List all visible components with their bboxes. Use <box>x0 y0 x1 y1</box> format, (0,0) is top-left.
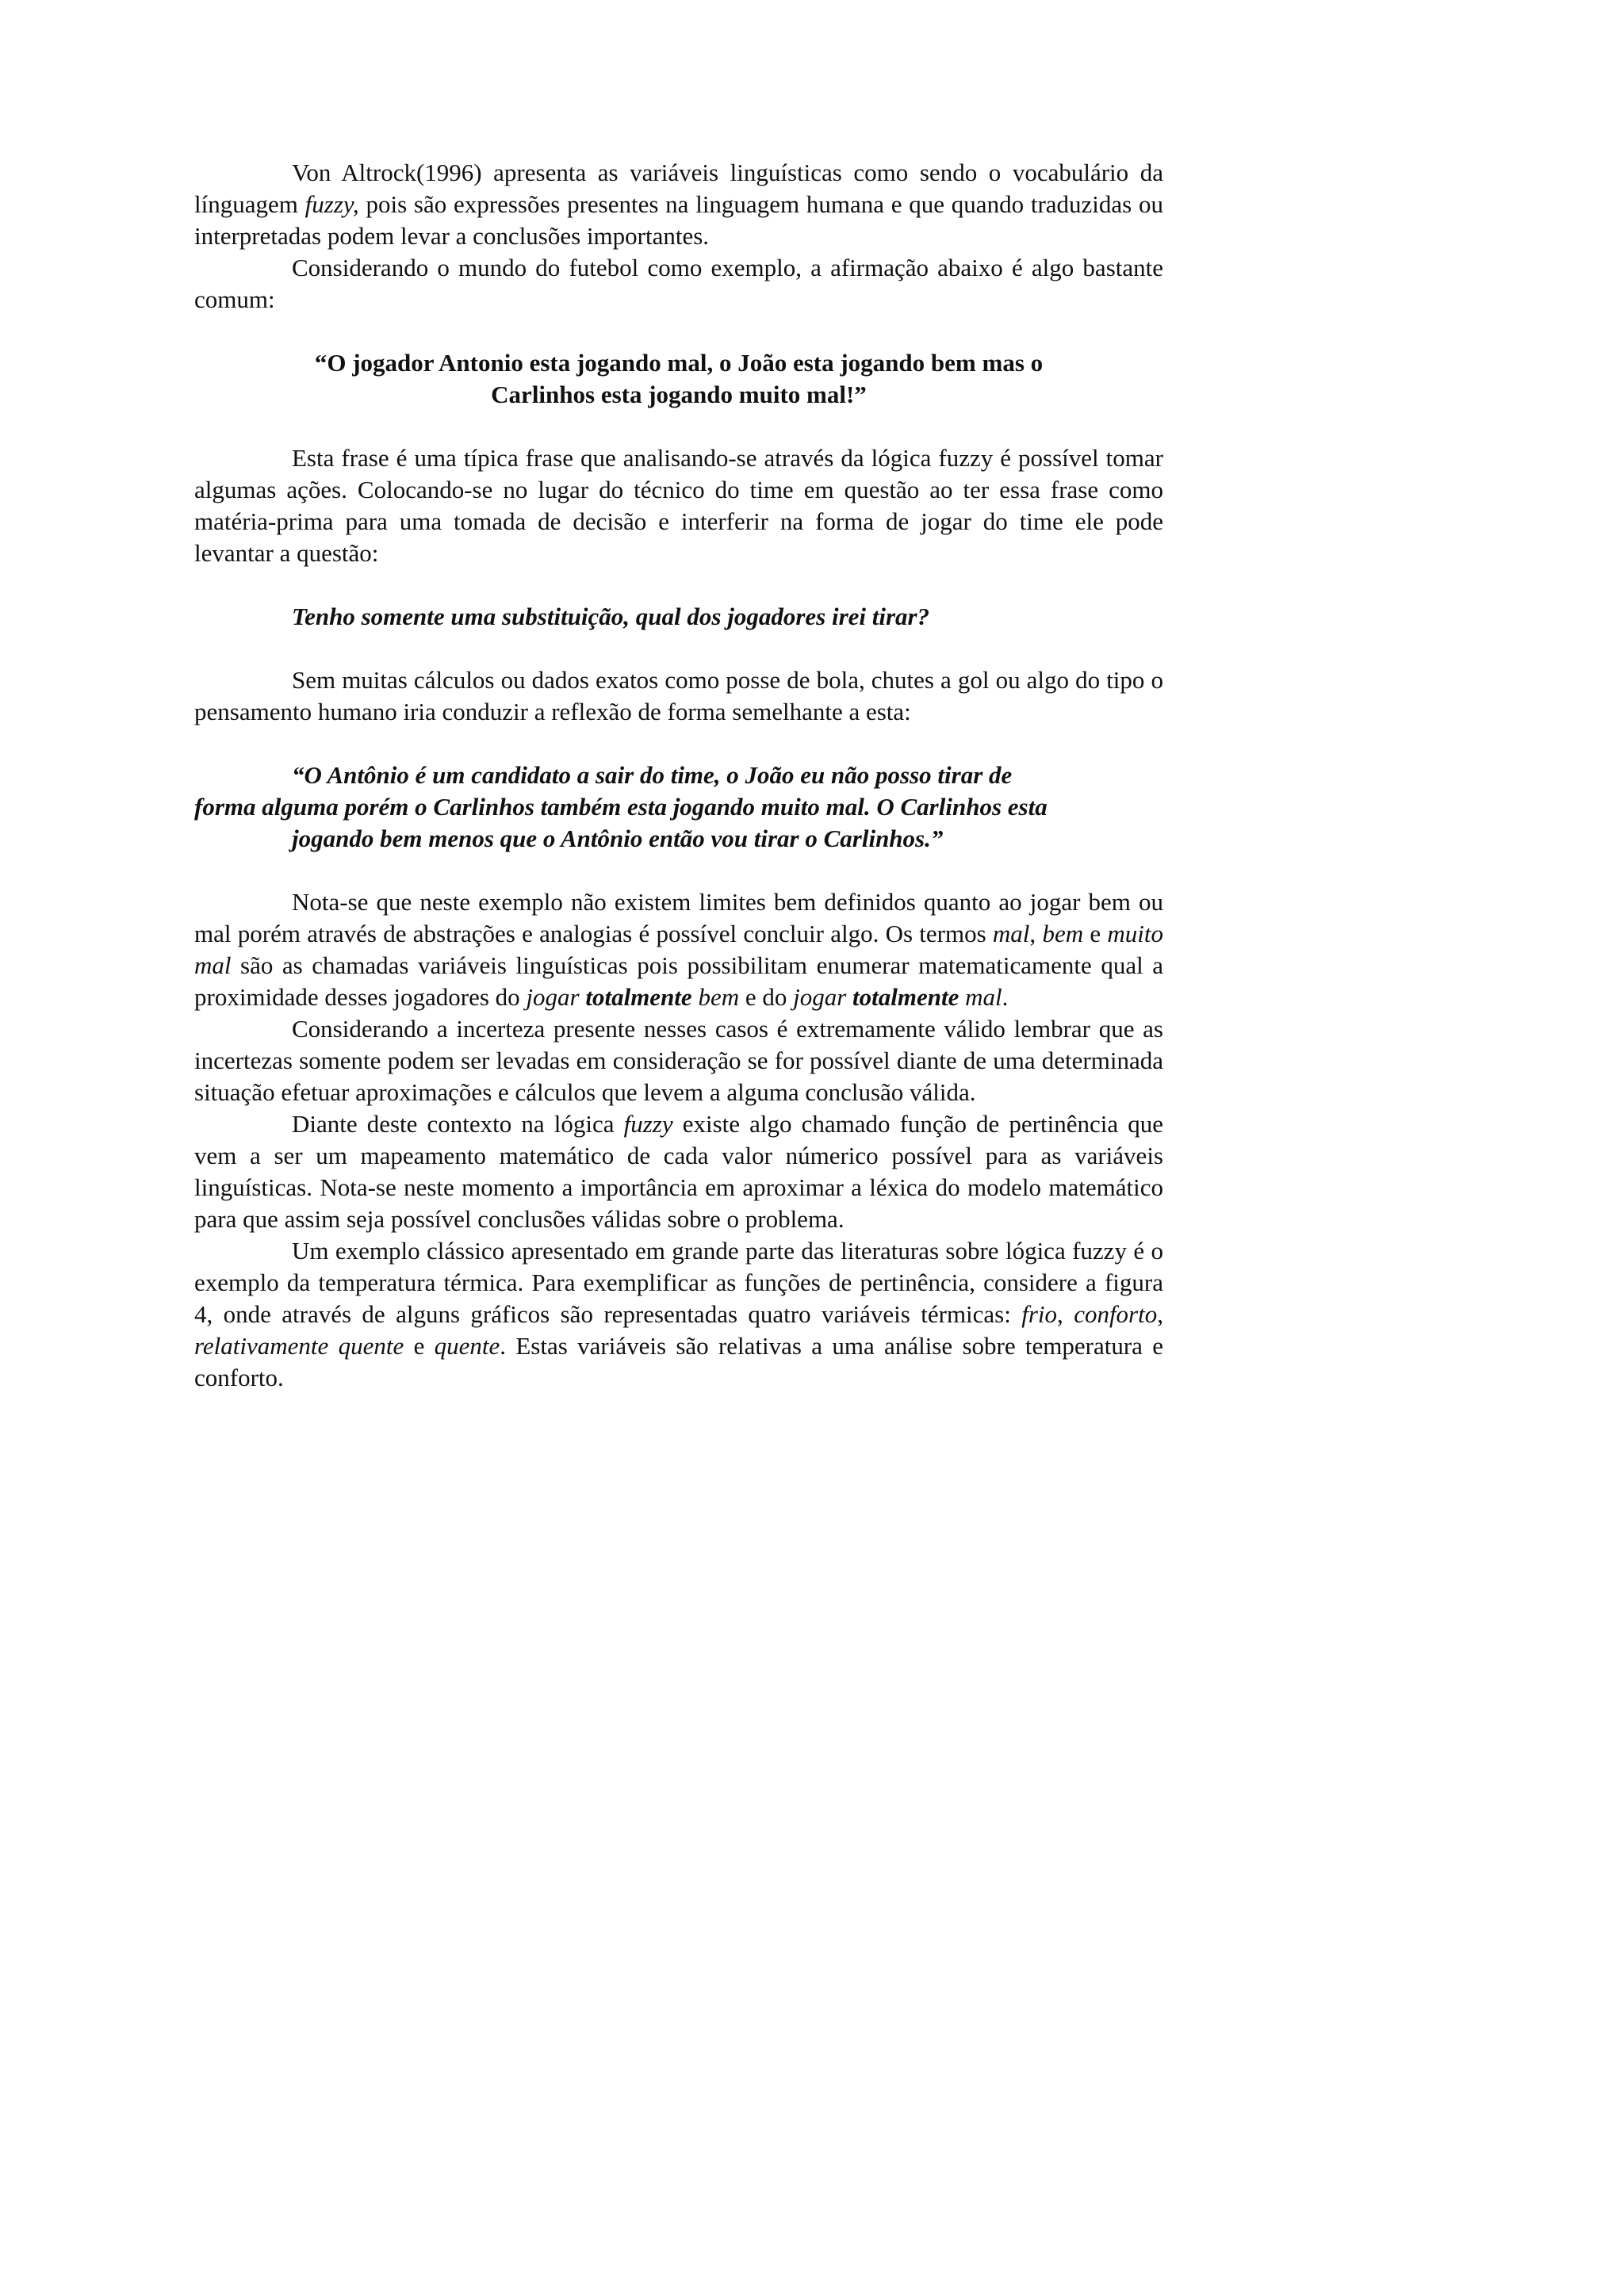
text-span: existe algo chamado função de pertinência que vem a ser um mapeamento matemático de cada valor númerico possível para as variáveis linguísticas. Nota-se neste momento a importância em aproximar a léxica do modelo matemático para que assim seja possível conclusões válidas sobre o problema. <box>194 1110 1163 1233</box>
paragraph-6: Considerando a incerteza presente nesses casos é extremamente válido lembrar que as incertezas somente podem ser levadas em consideração se for possível diante de uma determinada situação efetuar aproximações e cálculos que levem a alguma conclusão válida. <box>194 1015 1163 1106</box>
italic-term: mal <box>992 920 1030 947</box>
italic-term: muito mal <box>194 920 1163 979</box>
quote-3-line-3: jogando bem menos que o Antônio então vou tirar o Carlinhos.” <box>292 825 944 852</box>
quote-3 <box>194 760 1163 855</box>
paragraph-8 <box>194 1235 1163 1394</box>
italic-term: fuzzy <box>623 1110 673 1138</box>
italic-term: jogar <box>526 983 580 1011</box>
quote-1 <box>194 347 1163 411</box>
italic-term: fuzzy, <box>304 190 359 218</box>
text-span: Um exemplo clássico apresentado em grande parte das literaturas sobre lógica fuzzy é o exemplo da temperatura térmica. Para exemplificar as funções de pertinência, considere a figura 4, onde através de alguns gráficos são representadas quatro variáveis térmicas: <box>194 1237 1163 1328</box>
italic-term: mal <box>965 983 1002 1011</box>
text-span: são as chamadas variáveis linguísticas pois possibilitam enumerar matematicamente qual a proximidade desses jogadores do <box>194 951 1163 1011</box>
italic-term: bem <box>698 983 740 1011</box>
text-span: , <box>1157 1300 1163 1328</box>
paragraph-1 <box>194 157 1163 252</box>
paragraph-3: Esta frase é uma típica frase que analisando-se através da lógica fuzzy é possível tomar algumas ações. Colocando-se no lugar do técnico do time em questão ao ter essa frase como matéria-prima para uma tomada de decisão e interferir na forma de jogar do time ele pode levantar a questão: <box>194 444 1163 567</box>
italic-term: conforto <box>1074 1300 1158 1328</box>
text-span <box>959 983 965 1011</box>
quote-1-line-1: “O jogador Antonio esta jogando mal, o João esta jogando bem mas o <box>314 349 1044 377</box>
text-span: Diante deste contexto na lógica <box>292 1110 624 1138</box>
quote-3-line-1: “O Antônio é um candidato a sair do time, o João eu não posso tirar de <box>292 761 1013 789</box>
text-span: Nota-se que neste exemplo não existem limites bem definidos quanto ao jogar bem ou mal porém através de abstrações e analogias é possível concluir algo. Os termos <box>194 888 1163 947</box>
paragraph-7 <box>194 1108 1163 1235</box>
text-span: pois são expressões presentes na linguagem humana e que quando traduzidas ou interpretadas podem levar a conclusões importantes. <box>194 190 1163 250</box>
text-span: . Estas variáveis são relativas a uma análise sobre temperatura e conforto. <box>194 1332 1164 1391</box>
italic-term: jogar <box>793 983 847 1011</box>
bold-italic-term: totalmente <box>852 983 959 1011</box>
text-span: Von Altrock(1996) apresenta as variáveis linguísticas como sendo o vocabulário da línguagem <box>194 159 1163 218</box>
text-span <box>846 983 852 1011</box>
text-span: , <box>1057 1300 1074 1328</box>
quote-2: Tenho somente uma substituição, qual dos jogadores irei tirar? <box>292 603 930 630</box>
bold-italic-term: totalmente <box>585 983 692 1011</box>
text-span: . <box>1002 983 1009 1011</box>
text-span: e <box>1083 920 1108 947</box>
document-body <box>194 157 1163 1394</box>
text-span: , <box>1029 920 1043 947</box>
quote-3-line-2: forma alguma porém o Carlinhos também esta jogando muito mal. O Carlinhos esta <box>194 793 1048 821</box>
paragraph-2: Considerando o mundo do futebol como exemplo, a afirmação abaixo é algo bastante comum: <box>194 254 1163 313</box>
paragraph-5 <box>194 886 1163 1013</box>
quote-1-line-2: Carlinhos esta jogando muito mal!” <box>491 381 867 408</box>
italic-term: relativamente quente <box>194 1332 404 1360</box>
text-span: e <box>404 1332 435 1360</box>
paragraph-4: Sem muitas cálculos ou dados exatos como posse de bola, chutes a gol ou algo do tipo o pensamento humano iria conduzir a reflexão de forma semelhante a esta: <box>194 666 1163 725</box>
italic-term: frio <box>1021 1300 1058 1328</box>
italic-term: quente <box>434 1332 500 1360</box>
text-span: e do <box>739 983 794 1011</box>
italic-term: bem <box>1042 920 1084 947</box>
